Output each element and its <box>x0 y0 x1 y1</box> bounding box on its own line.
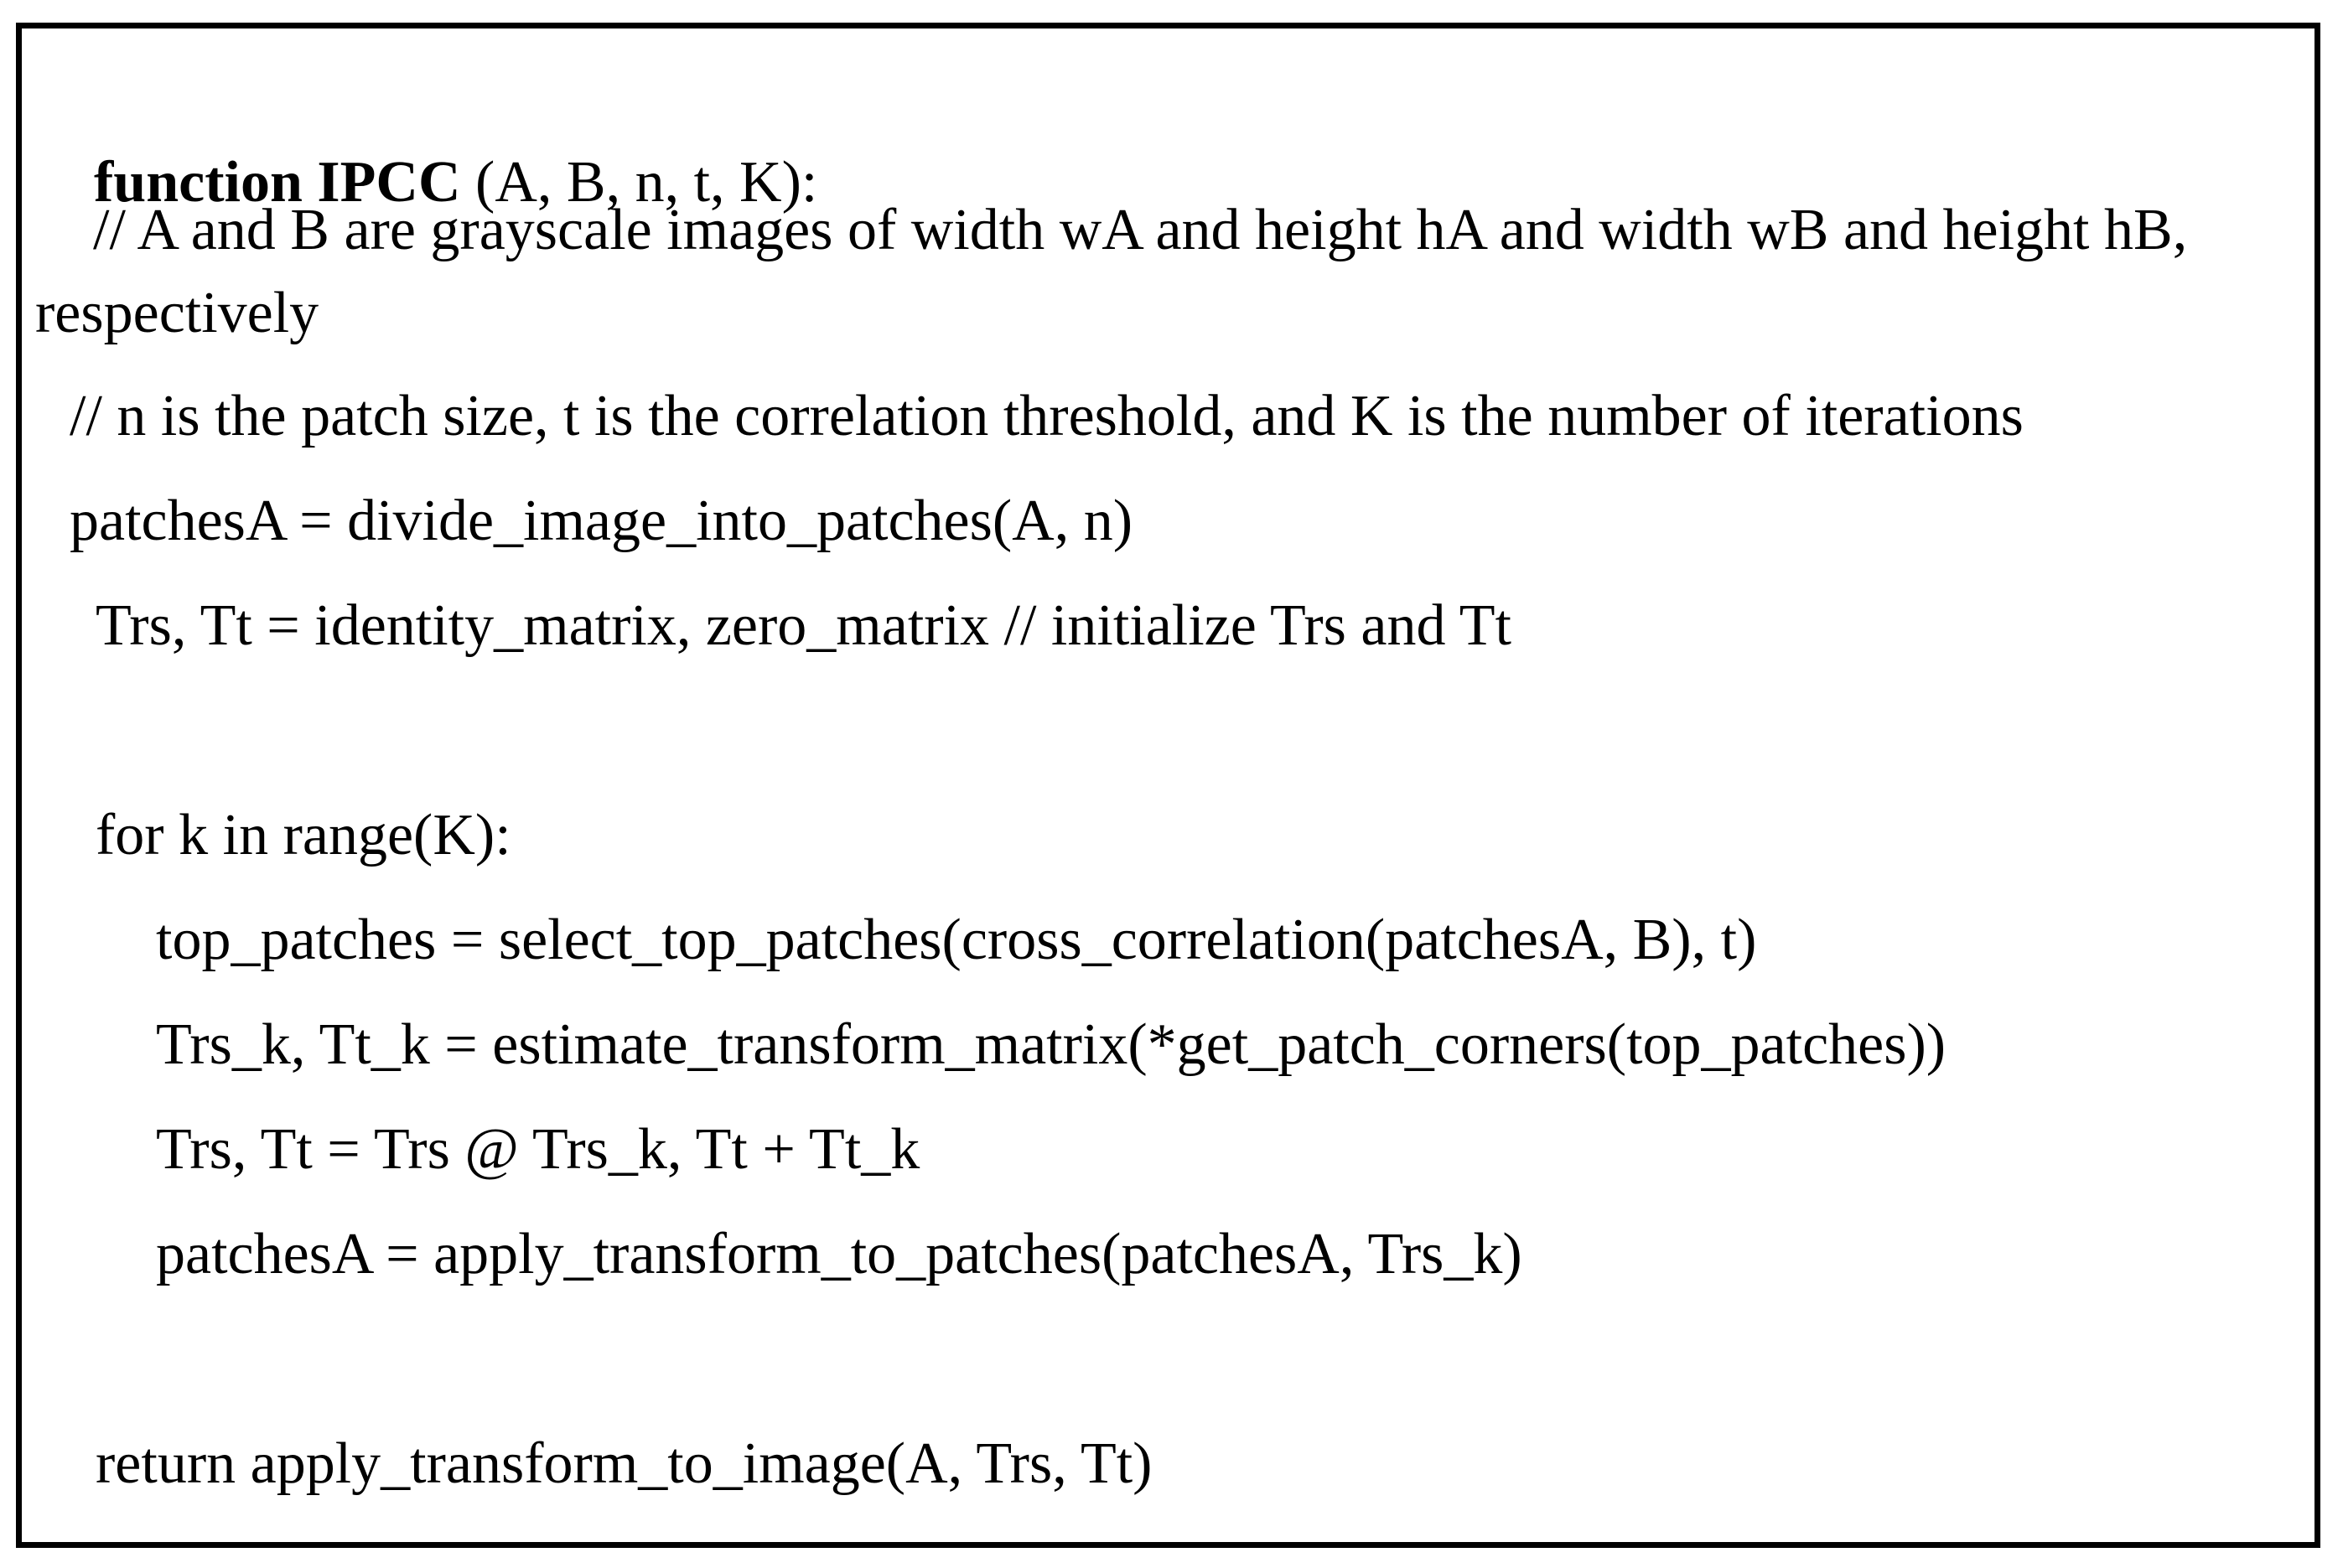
statement-init: Trs, Tt = identity_matrix, zero_matrix // initialize Trs and Tt <box>96 593 1511 658</box>
comment-images-line2: respectively <box>35 281 319 345</box>
statement-divide: patchesA = divide_image_into_patches(A, n) <box>70 489 1133 553</box>
function-keyword: function IPCC <box>94 150 461 215</box>
comment-images-line1: // A and B are grayscale images of width wA and height hA and width wB and height hB, <box>93 198 2188 262</box>
function-params: (A, B, n, t, K): <box>460 150 818 215</box>
comment-params: // n is the patch size, t is the correlation threshold, and K is the number of iterations <box>70 384 2024 448</box>
statement-return: return apply_transform_to_image(A, Trs, Tt) <box>96 1431 1153 1496</box>
statement-select: top_patches = select_top_patches(cross_correlation(patchesA, B), t) <box>156 908 1757 972</box>
statement-loop: for k in range(K): <box>96 803 511 867</box>
algorithm-box <box>16 23 2320 1548</box>
statement-compose: Trs, Tt = Trs @ Trs_k, Tt + Tt_k <box>156 1117 920 1182</box>
statement-estimate: Trs_k, Tt_k = estimate_transform_matrix(*get_patch_corners(top_patches)) <box>156 1012 1946 1077</box>
statement-apply-patches: patchesA = apply_transform_to_patches(patchesA, Trs_k) <box>156 1222 1522 1286</box>
